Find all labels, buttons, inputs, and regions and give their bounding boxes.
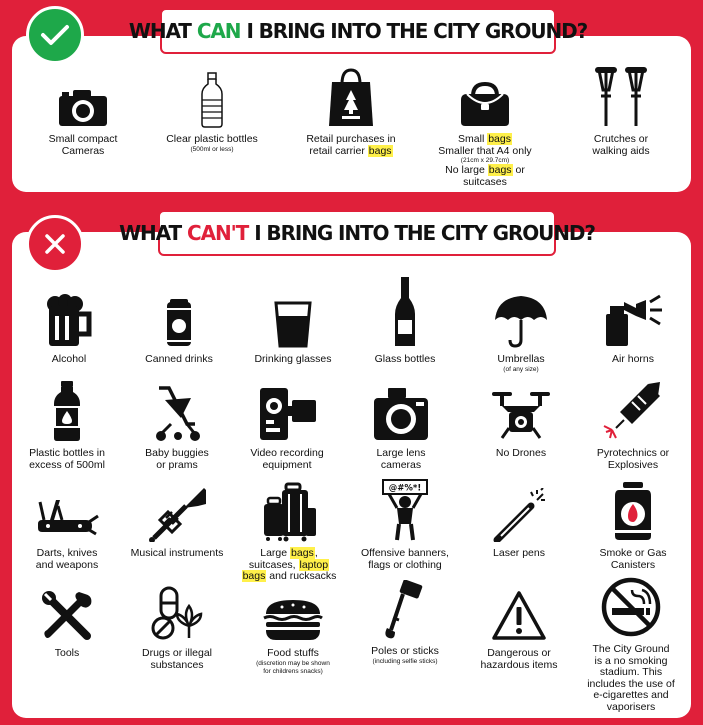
drugs-icon — [118, 584, 236, 642]
check-icon — [26, 6, 84, 64]
trumpet-icon — [118, 484, 236, 542]
cant-item-food: Food stuffs (discretion may be shown for childrens snacks) — [234, 584, 352, 676]
cant-item-air-horns: Air horns — [574, 290, 692, 366]
cant-item-umbrellas: Umbrellas (of any size) — [462, 290, 580, 374]
large-bottle-icon — [8, 384, 126, 442]
camera-icon — [24, 70, 142, 128]
air-horn-icon — [574, 290, 692, 348]
handbag-icon — [426, 70, 544, 128]
cant-item-tools: Tools — [8, 584, 126, 660]
can-item-crutches: Crutches or walking aids — [562, 70, 680, 157]
shopping-bag-icon — [292, 70, 410, 128]
can-icon — [120, 290, 238, 348]
knife-icon — [8, 484, 126, 542]
buggy-icon — [118, 384, 236, 442]
cant-item-glasses: Drinking glasses — [234, 290, 352, 366]
cant-item-drugs: Drugs or illegal substances — [118, 584, 236, 671]
banner-person-icon — [346, 478, 464, 542]
firework-icon — [574, 384, 692, 442]
can-title: WHAT CAN I BRING INTO THE CITY GROUND? — [160, 8, 556, 54]
cant-item-video: Video recording equipment — [228, 384, 346, 471]
cant-item-drones: No Drones — [462, 384, 580, 460]
cant-item-laser-pens: Laser pens — [460, 484, 578, 560]
cant-item-glass-bottles: Glass bottles — [346, 290, 464, 366]
plastic-bottle-icon — [153, 70, 271, 128]
cant-item-banners: @#%*! Offensive banners, flags or clothing — [346, 478, 464, 571]
cant-item-weapons: Darts, knives and weapons — [8, 484, 126, 571]
can-item-cameras: Small compact Cameras — [24, 70, 142, 157]
can-item-clear-bottles: Clear plastic bottles (500ml or less) — [153, 70, 271, 154]
glass-icon — [234, 290, 352, 348]
banner-sign-text: @#%*! — [388, 483, 422, 494]
cant-item-large-bottles: Plastic bottles in excess of 500ml — [8, 384, 126, 471]
cant-title: WHAT CAN'T I BRING INTO THE CITY GROUND? — [158, 210, 556, 256]
wine-bottle-icon — [346, 290, 464, 348]
cant-item-pyrotechnics: Pyrotechnics or Explosives — [574, 384, 692, 471]
large-camera-icon — [342, 384, 460, 442]
cant-item-large-lens: Large lens cameras — [342, 384, 460, 471]
cant-item-large-bags: Large bags, suitcases, laptop bags and rucksacks — [230, 484, 348, 583]
laser-pen-icon — [460, 484, 578, 542]
video-camera-icon — [228, 384, 346, 442]
cross-icon — [26, 215, 84, 273]
can-item-retail-bags: Retail purchases in retail carrier bags — [292, 70, 410, 157]
drone-icon — [462, 384, 580, 442]
cant-item-hazardous: Dangerous or hazardous items — [460, 580, 578, 671]
umbrella-icon — [462, 290, 580, 348]
selfie-stick-icon — [346, 580, 464, 640]
gas-canister-icon — [574, 480, 692, 542]
cant-item-cans: Canned drinks — [120, 290, 238, 366]
warning-icon — [460, 580, 578, 642]
can-item-small-bags: Small bags Smaller that A4 only (21cm x 29.7cm) No large bags or suitcases — [426, 70, 544, 188]
crutches-icon — [562, 70, 680, 128]
tools-icon — [8, 584, 126, 642]
luggage-icon — [230, 484, 348, 542]
cant-item-instruments: Musical instruments — [118, 484, 236, 560]
beer-mug-icon — [10, 290, 128, 348]
cant-item-buggies: Baby buggies or prams — [118, 384, 236, 471]
no-smoking-icon — [572, 576, 690, 638]
cant-item-gas-canisters: Smoke or Gas Canisters — [574, 480, 692, 571]
cant-item-no-smoking: The City Ground is a no smoking stadium. This includes the use of e-cigarettes and vaporisers — [572, 576, 690, 713]
cant-item-alcohol: Alcohol — [10, 290, 128, 366]
cant-item-poles: Poles or sticks (including selfie sticks) — [346, 580, 464, 666]
sandwich-icon — [234, 584, 352, 642]
